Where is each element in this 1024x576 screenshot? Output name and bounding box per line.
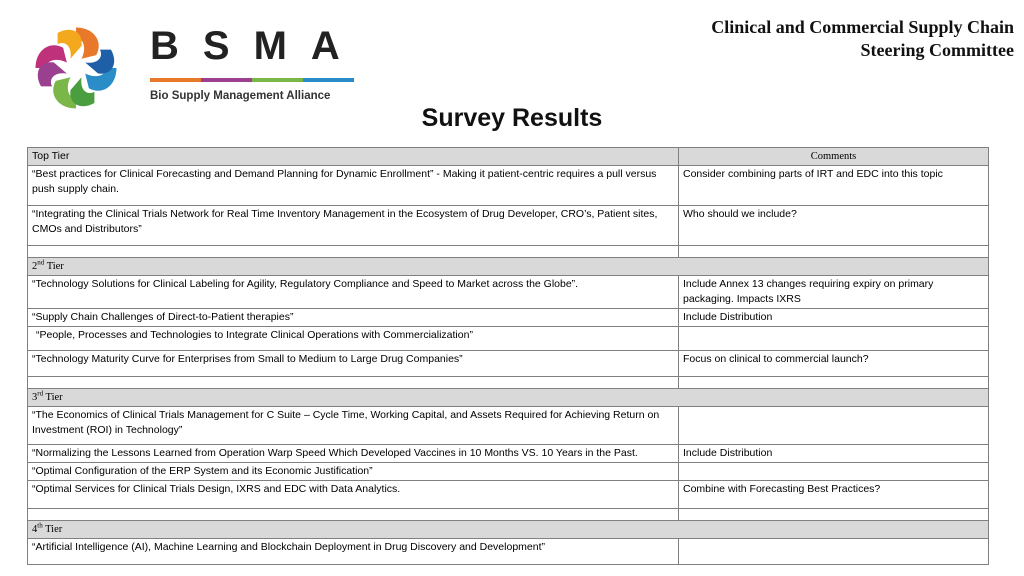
tier-2-number: 2 [32, 261, 38, 272]
comment-cell [679, 463, 989, 481]
table-row [28, 276, 989, 309]
table-header-row [28, 148, 989, 166]
tier-4-suffix: th [37, 521, 43, 530]
comment-cell: Include Distribution [679, 445, 989, 463]
spacer-row [28, 246, 989, 258]
comment-cell: Who should we include? [679, 206, 989, 246]
table-row [28, 206, 989, 246]
committee-line-1: Clinical and Commercial Supply Chain [711, 17, 1014, 37]
comment-cell: Combine with Forecasting Best Practices? [679, 481, 989, 509]
table-row [28, 327, 989, 351]
comment-cell: Focus on clinical to commercial launch? [679, 351, 989, 377]
table-row [28, 309, 989, 327]
survey-results-table [27, 147, 989, 565]
brand-bar-green [252, 78, 303, 82]
spacer-row [28, 377, 989, 389]
comment-cell [679, 327, 989, 351]
comments-header: Comments [679, 148, 989, 166]
tier-2-word: Tier [46, 261, 64, 272]
tier-4-label [28, 521, 989, 539]
table-row [28, 351, 989, 377]
tier-3-row [28, 389, 989, 407]
table-row [28, 463, 989, 481]
topic-cell: “Artificial Intelligence (AI), Machine Learning and Blockchain Deployment in Drug Discovery and Development” [28, 539, 679, 565]
brand-bar-blue [303, 78, 354, 82]
topic-cell: “Integrating the Clinical Trials Network for Real Time Inventory Management in the Ecosystem of Drug Developer, CRO’s, Patient sites, CMOs and Distributors” [28, 206, 679, 246]
topic-cell: “People, Processes and Technologies to Integrate Clinical Operations with Commercialization” [28, 327, 679, 351]
spacer-row [28, 509, 989, 521]
tier-3-number: 3 [32, 392, 38, 403]
tier-2-label [28, 258, 989, 276]
table-row [28, 445, 989, 463]
table-row [28, 481, 989, 509]
brand-bar-orange [150, 78, 201, 82]
comment-cell [679, 539, 989, 565]
table-row [28, 539, 989, 565]
topic-cell: “Optimal Configuration of the ERP System and its Economic Justification” [28, 463, 679, 481]
tier-4-row [28, 521, 989, 539]
brand-color-bar [150, 78, 354, 82]
tier-3-word: Tier [45, 392, 63, 403]
tier-4-number: 4 [32, 524, 38, 535]
table-row [28, 166, 989, 206]
comment-cell: Include Annex 13 changes requiring expiry on primary packaging. Impacts IXRS [679, 276, 989, 309]
topic-cell: “Technology Solutions for Clinical Labeling for Agility, Regulatory Compliance and Speed to Market across the Globe”. [28, 276, 679, 309]
topic-cell: “Technology Maturity Curve for Enterprises from Small to Medium to Large Drug Companies” [28, 351, 679, 377]
bsma-logo-icon [30, 22, 122, 114]
topic-cell: “Supply Chain Challenges of Direct-to-Patient therapies” [28, 309, 679, 327]
top-tier-label: Top Tier [28, 148, 679, 166]
topic-cell: “Optimal Services for Clinical Trials Design, IXRS and EDC with Data Analytics. [28, 481, 679, 509]
topic-cell: “The Economics of Clinical Trials Management for C Suite – Cycle Time, Working Capital, and Assets Required for Achieving Return on Investment (ROI) in Technology” [28, 407, 679, 445]
table-row [28, 407, 989, 445]
tier-2-row [28, 258, 989, 276]
topic-cell: “Normalizing the Lessons Learned from Operation Warp Speed Which Developed Vaccines in 10 Months VS. 10 Years in the Past. [28, 445, 679, 463]
comment-cell [679, 407, 989, 445]
brand-name: Bio Supply Management Alliance [150, 90, 331, 102]
tier-2-suffix: nd [37, 258, 45, 267]
committee-heading [711, 16, 1014, 62]
tier-4-word: Tier [45, 524, 63, 535]
topic-cell: “Best practices for Clinical Forecasting and Demand Planning for Dynamic Enrollment” - Making it patient-centric requires a pull versus push supply chain. [28, 166, 679, 206]
page-title: Survey Results [421, 104, 603, 132]
comment-cell: Consider combining parts of IRT and EDC into this topic [679, 166, 989, 206]
brand-bar-purple [201, 78, 252, 82]
brand-letters: BSMA [150, 24, 364, 68]
comment-cell: Include Distribution [679, 309, 989, 327]
tier-3-label [28, 389, 989, 407]
brand-block [150, 24, 364, 102]
tier-3-suffix: rd [37, 389, 44, 398]
committee-line-2: Steering Committee [860, 40, 1014, 60]
